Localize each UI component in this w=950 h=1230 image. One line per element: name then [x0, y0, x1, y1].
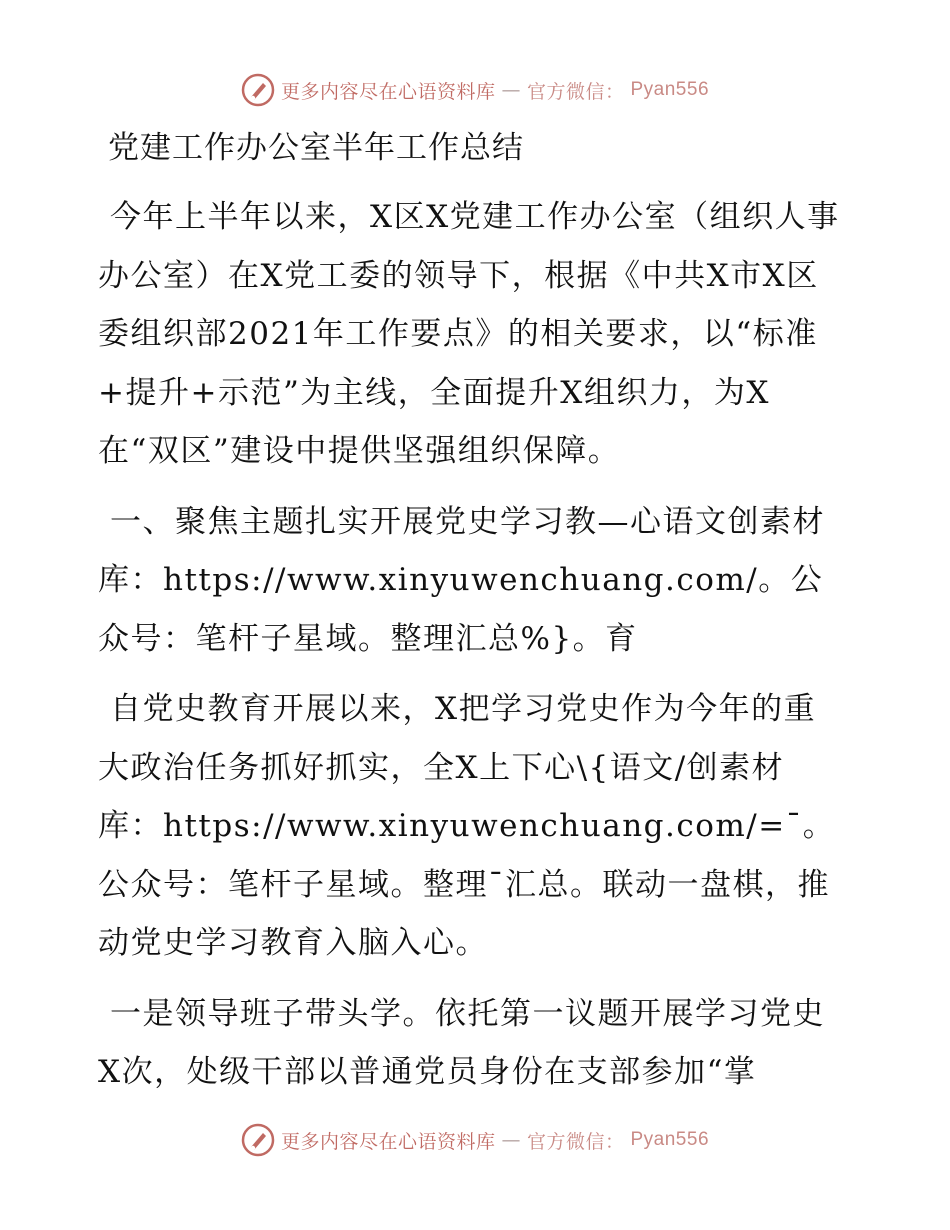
paragraph-section-heading: 一、聚焦主题扎实开展党史学习教—心语文创素材库：https://www.xinyuwenchuang.com/。公众号：笔杆子星域。整理汇总%}。育: [98, 503, 825, 657]
watermark-wechat-account: Pyan556: [630, 79, 710, 100]
watermark-brand: 更多内容尽在心语资料库: [280, 80, 496, 103]
watermark-brand: 更多内容尽在心语资料库: [280, 1130, 496, 1153]
document-title: 党建工作办公室半年工作总结: [108, 130, 524, 166]
footer-watermark: [0, 1120, 950, 1160]
pen-nib-logo-icon: [241, 73, 275, 107]
paragraph-party-history: 自党史教育开展以来，X把学习党史作为今年的重大政治任务抓好抓实，全X上下心\{语文/创素材库：https://www.xinyuwenchuang.com/=¯。公众号：笔杆子星域。整理¯汇总。联动一盘棋，推动党史学习教育入脑入心。: [98, 691, 836, 961]
watermark-wechat-label: 官方微信：: [526, 80, 625, 103]
watermark-separator: —: [501, 79, 521, 101]
pen-nib-logo-icon: [241, 1123, 275, 1157]
watermark-separator: —: [501, 1129, 521, 1151]
watermark-wechat-label: 官方微信：: [526, 1130, 625, 1153]
document-body: [98, 120, 848, 1114]
header-watermark: [0, 70, 950, 110]
watermark-wechat-account: Pyan556: [630, 1129, 710, 1150]
paragraph-intro: 今年上半年以来，X区X党建工作办公室（组织人事办公室）在X党工委的领导下，根据《中共X市X区委组织部2021年工作要点》的相关要求，以“标准+提升+示范”为主线，全面提升X组织力，为X在“双区”建设中提供坚强组织保障。: [98, 199, 840, 469]
paragraph-leadership-study: 一是领导班子带头学。依托第一议题开展学习党史X次，处级干部以普通党员身份在支部参加“掌: [98, 995, 825, 1090]
